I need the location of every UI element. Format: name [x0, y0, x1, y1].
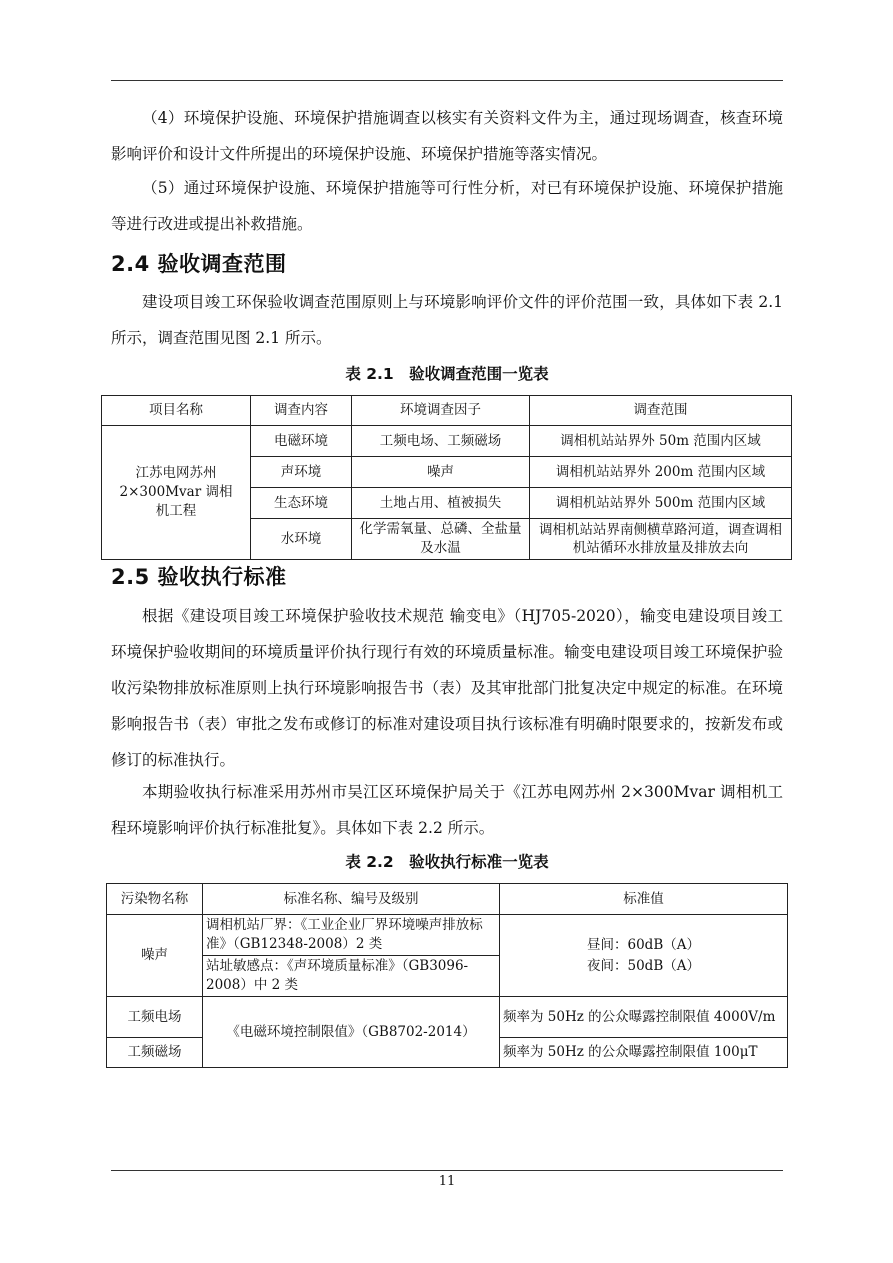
table-cell: 土地占用、植被损失 [352, 488, 530, 519]
table-cell: 水环境 [251, 519, 352, 560]
pollutant-mfield-cell: 工频磁场 [107, 1038, 203, 1068]
emf-standard-cell: 《电磁环境控制限值》（GB8702-2014） [203, 997, 500, 1068]
table-cell: 调相机站站界外 50m 范围内区域 [530, 426, 792, 457]
efield-value-cell: 频率为 50Hz 的公众曝露控制限值 4000V/m [500, 997, 788, 1038]
table-cell: 电磁环境 [251, 426, 352, 457]
table-header-cell: 调查范围 [530, 396, 792, 426]
mfield-value-cell: 频率为 50Hz 的公众曝露控制限值 100μT [500, 1038, 788, 1068]
table-header-cell: 标准值 [500, 884, 788, 915]
table-cell: 生态环境 [251, 488, 352, 519]
header-rule [111, 80, 783, 81]
noise-night-value: 夜间：50dB（A） [587, 957, 700, 974]
table-2-1 [101, 395, 792, 560]
pollutant-efield-cell: 工频电场 [107, 997, 203, 1038]
table-cell: 调相机站站界外 200m 范围内区域 [530, 457, 792, 488]
table-2-1-caption: 表 2.1 验收调查范围一览表 [345, 365, 549, 383]
noise-standard-sensitive: 站址敏感点：《声环境质量标准》（GB3096-2008）中 2 类 [203, 956, 500, 997]
paragraph-item-5: （5）通过环境保护设施、环境保护措施等可行性分析，对已有环境保护设施、环境保护措施等进行改进或提出补救措施。 [111, 179, 783, 233]
table-header-cell: 标准名称、编号及级别 [203, 884, 500, 915]
table-cell: 调相机站站界外 500m 范围内区域 [530, 488, 792, 519]
paragraph-item-4: （4）环境保护设施、环境保护措施调查以核实有关资料文件为主，通过现场调查，核查环境影响评价和设计文件所提出的环境保护设施、环境保护措施等落实情况。 [111, 109, 783, 163]
page-number: 11 [438, 1174, 456, 1189]
section-2-5-paragraph-2: 本期验收执行标准采用苏州市吴江区环境保护局关于《江苏电网苏州 2×300Mvar 调相机工程环境影响评价执行标准批复》。具体如下表 2.2 所示。 [111, 783, 783, 837]
pollutant-noise-cell: 噪声 [107, 915, 203, 997]
noise-standard-boundary: 调相机站厂界：《工业企业厂界环境噪声排放标准》（GB12348-2008）2 类 [203, 915, 500, 956]
table-header-cell: 污染物名称 [107, 884, 203, 915]
table-header-cell: 调查内容 [251, 396, 352, 426]
section-heading-2-5: 2.5 验收执行标准 [111, 565, 287, 589]
table-cell: 声环境 [251, 457, 352, 488]
section-2-5-paragraph-1: 根据《建设项目竣工环境保护验收技术规范 输变电》（HJ705-2020），输变电建设项目竣工环境保护验收期间的环境质量评价执行现行有效的环境质量标准。输变电建设项目竣工环境保护验收污染物排放标准原则上执行环境影响报告书（表）及其审批部门批复决定中规定的标准。在环境影响报告书（表）审批之发布或修订的标准对建设项目执行该标准有明确时限要求的，按新发布或修订的标准执行。 [111, 607, 783, 769]
noise-value-cell [500, 915, 788, 997]
table-cell: 工频电场、工频磁场 [352, 426, 530, 457]
section-2-4-intro: 建设项目竣工环保验收调查范围原则上与环境影响评价文件的评价范围一致，具体如下表 2.1 所示，调查范围见图 2.1 所示。 [111, 293, 783, 347]
table-2-2 [106, 883, 788, 1068]
table-header-cell: 环境调查因子 [352, 396, 530, 426]
table-2-2-caption: 表 2.2 验收执行标准一览表 [345, 853, 549, 871]
noise-day-value: 昼间：60dB（A） [587, 936, 700, 953]
table-header-cell: 项目名称 [102, 396, 251, 426]
table-cell: 调相机站站界南侧横草路河道，调查调相机站循环水排放量及排放去向 [530, 519, 792, 560]
table-cell: 化学需氧量、总磷、全盐量及水温 [352, 519, 530, 560]
project-name-cell: 江苏电网苏州 2×300Mvar 调相机工程 [102, 426, 251, 560]
footer-rule [111, 1170, 783, 1171]
section-heading-2-4: 2.4 验收调查范围 [111, 252, 287, 276]
table-cell: 噪声 [352, 457, 530, 488]
